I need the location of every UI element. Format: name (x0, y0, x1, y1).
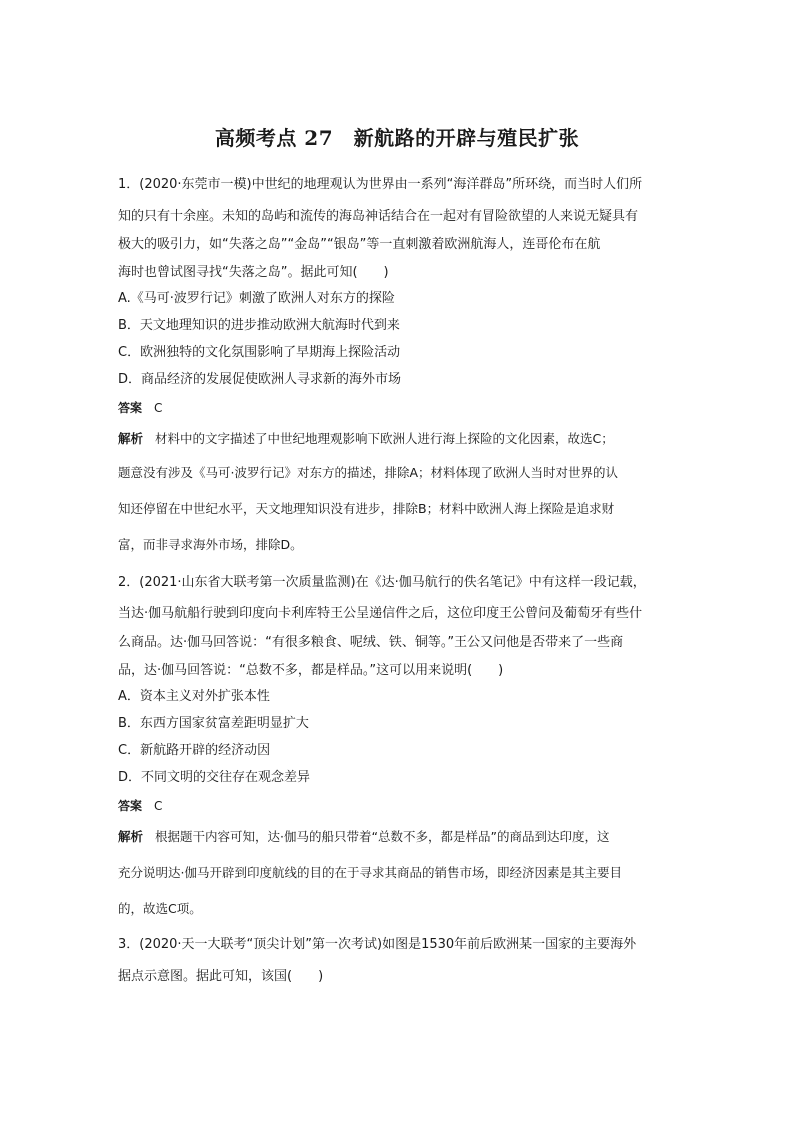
answer-label: 答案 (118, 799, 143, 813)
question-2-option-d: D．不同文明的交往存在观念差异 (118, 770, 311, 785)
question-1-answer (118, 399, 162, 417)
analysis-label: 解析 (118, 431, 144, 446)
question-2-analysis-line-2: 充分说明达·伽马开辟到印度航线的目的在于寻求其商品的销售市场，即经济因素是其主要目 (118, 865, 622, 880)
answer-value: C (154, 401, 163, 415)
question-2-line-4: 品，达·伽马回答说：“总数不多，都是样品。”这可以用来说明( ) (118, 663, 504, 678)
question-3-line-1: 3．(2020·天一大联考“顶尖计划”第一次考试)如图是1530年前后欧洲某一国家的主要海外 (118, 937, 637, 952)
question-2-option-a: A．资本主义对外扩张本性 (118, 689, 270, 704)
question-2-line-2: 当达·伽马航船行驶到印度向卡利库特王公呈递信件之后，这位印度王公曾问及葡萄牙有些什 (118, 606, 643, 621)
question-1-line-1: 1．(2020·东莞市一模)中世纪的地理观认为世界由一系列“海洋群岛”所环绕，而当时人们所 (118, 177, 643, 192)
question-1-line-4: 海时也曾试图寻找“失落之岛”。据此可知( ) (118, 265, 389, 280)
question-1-option-a: A.《马可·波罗行记》刺激了欧洲人对东方的探险 (118, 291, 395, 306)
answer-value: C (154, 799, 163, 813)
question-1-option-d: D．商品经济的发展促使欧洲人寻求新的海外市场 (118, 372, 402, 387)
question-3-line-2: 据点示意图。据此可知，该国( ) (118, 969, 324, 984)
question-2-line-3: 么商品。达·伽马回答说：“有很多粮食、呢绒、铁、铜等。”王公又问他是否带来了一些商 (118, 635, 624, 650)
question-2-option-c: C．新航路开辟的经济动因 (118, 743, 271, 758)
question-1-analysis-line-4: 富，而非寻求海外市场，排除D。 (118, 537, 303, 552)
page-title: 高频考点 27 新航路的开辟与殖民扩张 (214, 126, 580, 150)
question-2-answer (118, 797, 162, 815)
question-2-line-1: 2．(2021·山东省大联考第一次质量监测)在《达·伽马航行的佚名笔记》中有这样一段记载， (118, 575, 646, 590)
question-1-line-3: 极大的吸引力，如“失落之岛”“金岛”“银岛”等一直刺激着欧洲航海人，连哥伦布在航 (118, 237, 601, 252)
question-2-analysis-line-3: 的，故选C项。 (118, 901, 202, 916)
analysis-text: 材料中的文字描述了中世纪地理观影响下欧洲人进行海上探险的文化因素，故选C； (155, 431, 614, 446)
question-1-line-2: 知的只有十余座。未知的岛屿和流传的海岛神话结合在一起对有冒险欲望的人来说无疑具有 (118, 209, 639, 224)
answer-label: 答案 (118, 401, 143, 415)
question-1-analysis-line-2: 题意没有涉及《马可·波罗行记》对东方的描述，排除A；材料体现了欧洲人当时对世界的认 (118, 465, 619, 480)
question-1-analysis-line-3: 知还停留在中世纪水平，天文地理知识没有进步，排除B；材料中欧洲人海上探险是追求财 (118, 501, 615, 516)
analysis-text: 根据题干内容可知，达·伽马的船只带着“总数不多，都是样品”的商品到达印度，这 (155, 829, 610, 844)
question-2-analysis-line-1 (118, 828, 683, 846)
question-1-option-b: B．天文地理知识的进步推动欧洲大航海时代到来 (118, 318, 400, 333)
question-2-option-b: B．东西方国家贫富差距明显扩大 (118, 716, 309, 731)
analysis-label: 解析 (118, 829, 144, 844)
question-1-option-c: C．欧洲独特的文化氛围影响了早期海上探险活动 (118, 345, 401, 360)
question-1-analysis-line-1 (118, 430, 683, 448)
